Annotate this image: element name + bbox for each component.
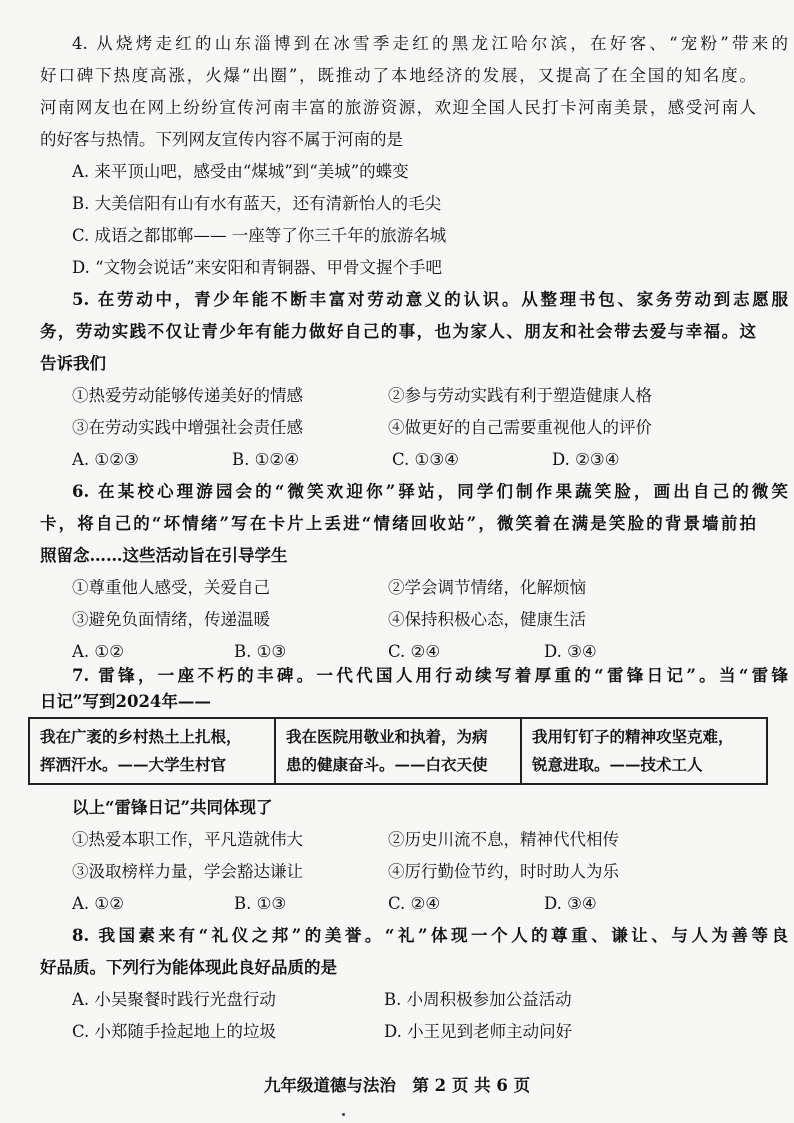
q7-choice-c: C. ②④ bbox=[388, 894, 441, 913]
q5-stem-line-2: 务，劳动实践不仅让青少年有能力做好自己的事，也为家人、朋友和社会带去爱与幸福。这 bbox=[40, 322, 756, 341]
q6-choice-c: C. ②④ bbox=[388, 642, 441, 661]
q8-option-c: C. 小郑随手捡起地上的垃圾 bbox=[72, 1022, 277, 1041]
q4-option-c: C. 成语之都邯郸—— 一座等了你三千年的旅游名城 bbox=[72, 226, 447, 245]
q6-stem-line-3: 照留念……这些活动旨在引导学生 bbox=[40, 546, 288, 565]
q5-statement-4: ④做更好的自己需要重视他人的评价 bbox=[388, 418, 652, 437]
q7-statement-4: ④厉行勤俭节约，时时助人为乐 bbox=[388, 862, 619, 881]
diary-entry-2-line-2: 患的健康奋斗。——白衣天使 bbox=[286, 755, 488, 774]
q6-statement-2: ②学会调节情绪，化解烦恼 bbox=[388, 578, 586, 597]
q5-choice-b: B. ①②④ bbox=[232, 450, 299, 469]
q4-option-b: B. 大美信阳有山有水有蓝天，还有清新怡人的毛尖 bbox=[72, 194, 442, 213]
q7-statement-1: ①热爱本职工作，平凡造就伟大 bbox=[72, 830, 303, 849]
diary-entry-medical-worker bbox=[275, 718, 521, 784]
q4-stem-line-2: 好口碑下热度高涨，火爆“出圈”，既推动了本地经济的发展，又提高了在全国的知名度。 bbox=[40, 66, 756, 85]
q7-stem-line-2: 日记”写到2024年—— bbox=[40, 692, 211, 711]
diary-entry-3-line-1: 我用钉钉子的精神攻坚克难， bbox=[532, 727, 734, 746]
q5-statement-3: ③在劳动实践中增强社会责任感 bbox=[72, 418, 303, 437]
q8-option-b: B. 小周积极参加公益活动 bbox=[384, 990, 572, 1009]
q7-choice-b: B. ①③ bbox=[234, 894, 287, 913]
diary-entry-3-line-2: 锐意进取。——技术工人 bbox=[532, 755, 703, 774]
q6-statement-3: ③避免负面情绪，传递温暖 bbox=[72, 610, 270, 629]
page-footer: 九年级道德与法治 第 2 页 共 6 页 bbox=[263, 1076, 531, 1095]
q7-lead: 以上“雷锋日记”共同体现了 bbox=[72, 798, 273, 817]
q7-stem-line-1: 7. 雷锋，一座不朽的丰碑。一代代国人用行动续写着厚重的“雷锋日记”。当“雷锋 bbox=[72, 666, 788, 685]
q6-stem-line-2: 卡，将自己的“坏情绪”写在卡片上丢进“情绪回收站”，微笑着在满是笑脸的背景墙前拍 bbox=[40, 514, 756, 533]
q7-statement-2: ②历史川流不息，精神代代相传 bbox=[388, 830, 619, 849]
diary-entry-village-official bbox=[29, 718, 275, 784]
q5-choice-a: A. ①②③ bbox=[72, 450, 139, 469]
q8-option-d: D. 小王见到老师主动问好 bbox=[384, 1022, 573, 1041]
q4-stem-line-3: 河南网友也在网上纷纷宣传河南丰富的旅游资源，欢迎全国人民打卡河南美景，感受河南人 bbox=[40, 98, 756, 117]
q6-choice-d: D. ③④ bbox=[544, 642, 597, 661]
diary-entry-1-line-1: 我在广袤的乡村热土上扎根， bbox=[40, 727, 242, 746]
q7-statement-3: ③汲取榜样力量，学会豁达谦让 bbox=[72, 862, 303, 881]
q6-choice-b: B. ①③ bbox=[234, 642, 287, 661]
q5-statement-2: ②参与劳动实践有利于塑造健康人格 bbox=[388, 386, 652, 405]
q4-option-a: A. 来平顶山吧，感受由“煤城”到“美城”的蝶变 bbox=[72, 162, 409, 181]
q8-stem-line-1: 8. 我国素来有“礼仪之邦”的美誉。“礼”体现一个人的尊重、谦让、与人为善等良 bbox=[72, 926, 788, 945]
q5-statement-1: ①热爱劳动能够传递美好的情感 bbox=[72, 386, 303, 405]
q5-stem-line-1: 5. 在劳动中，青少年能不断丰富对劳动意义的认识。从整理书包、家务劳动到志愿服 bbox=[72, 290, 788, 309]
q5-choice-c: C. ①③④ bbox=[392, 450, 459, 469]
q5-choice-d: D. ②③④ bbox=[552, 450, 620, 469]
q4-stem-line-1: 4. 从烧烤走红的山东淄博到在冰雪季走红的黑龙江哈尔滨，在好客、“宠粉”带来的 bbox=[72, 34, 788, 53]
q4-option-d: D. “文物会说话”来安阳和青铜器、甲骨文握个手吧 bbox=[72, 258, 443, 277]
q6-stem-line-1: 6. 在某校心理游园会的“微笑欢迎你”驿站，同学们制作果蔬笑脸，画出自己的微笑 bbox=[72, 482, 788, 501]
diary-entry-1-line-2: 挥洒汗水。——大学生村官 bbox=[40, 755, 227, 774]
q7-choice-d: D. ③④ bbox=[544, 894, 597, 913]
q8-option-a: A. 小吴聚餐时践行光盘行动 bbox=[72, 990, 276, 1009]
q7-choice-a: A. ①② bbox=[72, 894, 124, 913]
q6-choice-a: A. ①② bbox=[72, 642, 124, 661]
q5-stem-line-3: 告诉我们 bbox=[40, 354, 106, 373]
scan-speck bbox=[342, 1113, 345, 1116]
diary-entry-technical-worker bbox=[521, 718, 767, 784]
q4-stem-line-4: 的好客与热情。下列网友宣传内容不属于河南的是 bbox=[40, 130, 403, 149]
q8-stem-line-2: 好品质。下列行为能体现此良好品质的是 bbox=[40, 958, 337, 977]
q6-statement-1: ①尊重他人感受，关爱自己 bbox=[72, 578, 270, 597]
leifeng-diary-table bbox=[28, 717, 768, 785]
diary-entry-2-line-1: 我在医院用敬业和执着，为病 bbox=[286, 727, 488, 746]
q6-statement-4: ④保持积极心态，健康生活 bbox=[388, 610, 586, 629]
